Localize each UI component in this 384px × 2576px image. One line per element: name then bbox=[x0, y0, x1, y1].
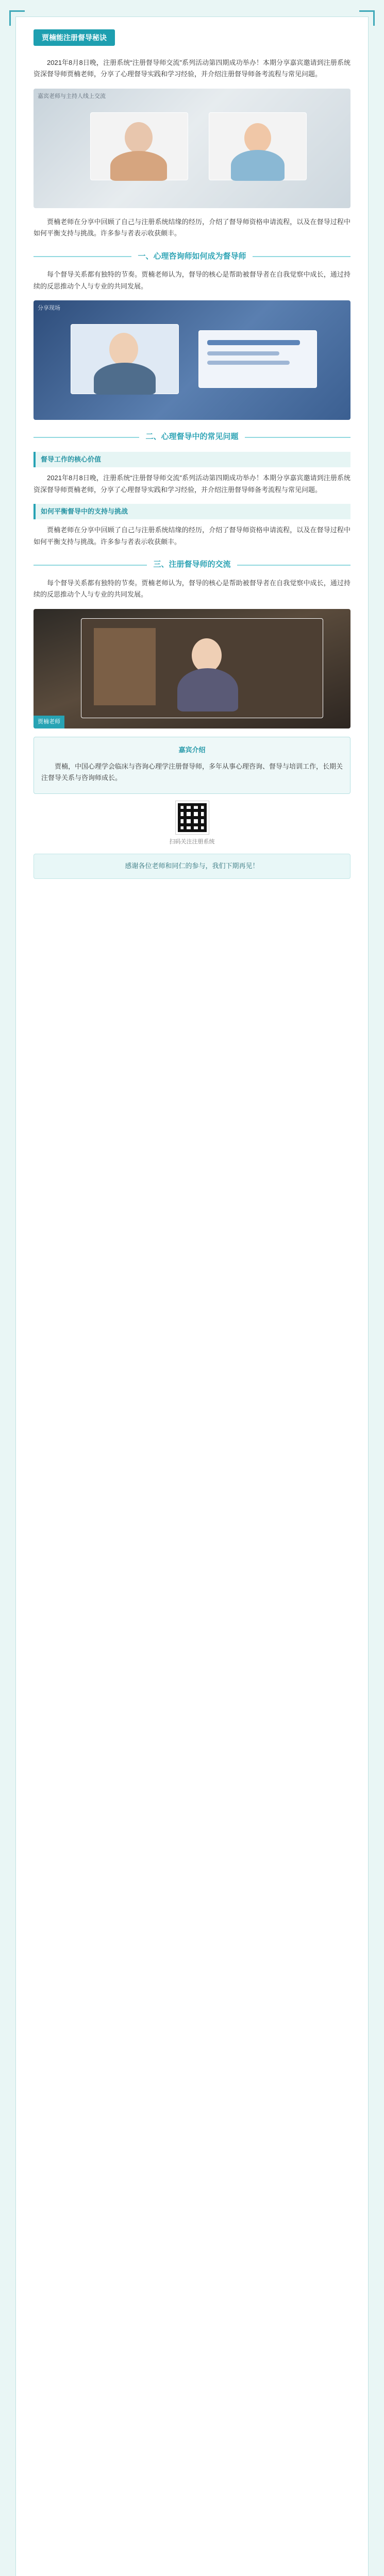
qr-caption: 扫码关注注册系统 bbox=[169, 838, 215, 845]
speaker-head-icon bbox=[109, 333, 138, 366]
section1-paragraph: 每个督导关系都有独特的节奏。贾楠老师认为，督导的核心是帮助被督导者在自我觉察中成长，通过持续的反思推动个人与专业的共同发展。 bbox=[34, 270, 350, 290]
subsection-tag-1: 督导工作的核心价值 bbox=[34, 452, 350, 467]
intro-paragraph-2: 贾楠老师在分享中回顾了自己与注册系统结缘的经历，介绍了督导师资格申请流程，以及在督导过程中如何平衡支持与挑战。许多参与者表示收获颇丰。 bbox=[34, 217, 350, 238]
presentation-slide bbox=[198, 330, 317, 388]
header-ribbon: 贾楠能注册督导秘诀 bbox=[34, 29, 115, 46]
closing-box bbox=[34, 854, 350, 878]
event-photo-2 bbox=[34, 300, 350, 420]
subsection-tag-2: 如何平衡督导中的支持与挑战 bbox=[34, 504, 350, 519]
speaker-body-icon bbox=[177, 668, 238, 711]
section2-paragraph-2: 贾楠老师在分享中回顾了自己与注册系统结缘的经历，介绍了督导师资格申请流程，以及在督导过程中如何平衡支持与挑战。许多参与者表示收获颇丰。 bbox=[34, 526, 350, 546]
section-title-1: 一、心理咨询师如何成为督导师 bbox=[131, 250, 252, 263]
qr-code-icon[interactable] bbox=[176, 801, 209, 834]
speaker-thumbnail-1 bbox=[90, 112, 188, 180]
intro-paragraph-1: 2021年8月8日晚，注册系统“注册督导师交流”系列活动第四期成功举办！本期分享嘉宾邀请到注册系统资深督导师贾楠老师，分享了心理督导实践和学习经验，并介绍注册督导师备考流程与常见问题。 bbox=[34, 59, 350, 78]
speaker-head-icon bbox=[244, 123, 271, 153]
speaker-body-icon bbox=[110, 151, 167, 181]
speaker-thumbnail-3 bbox=[71, 324, 179, 394]
photo-label-2: 分享现场 bbox=[38, 305, 60, 312]
bio-title: 嘉宾介绍 bbox=[178, 745, 206, 754]
photo-caption-3: 贾楠老师 bbox=[34, 716, 64, 728]
event-photo-1 bbox=[34, 89, 350, 208]
bio-box bbox=[34, 737, 350, 794]
article-card bbox=[15, 16, 369, 2576]
slide-bar-icon bbox=[207, 351, 279, 355]
speaker-body-icon bbox=[231, 150, 285, 181]
section2-paragraph-1: 2021年8月8日晚，注册系统“注册督导师交流”系列活动第四期成功举办！本期分享嘉宾邀请到注册系统资深督导师贾楠老师，分享了心理督导实践和学习经验，并介绍注册督导师备考流程与常见问题。 bbox=[34, 474, 350, 494]
speaker-body-icon bbox=[94, 363, 156, 395]
section-heading-3 bbox=[34, 558, 350, 571]
section3-paragraph: 每个督导关系都有独特的节奏。贾楠老师认为，督导的核心是帮助被督导者在自我觉察中成长，通过持续的反思推动个人与专业的共同发展。 bbox=[34, 579, 350, 599]
speaker-thumbnail-2 bbox=[209, 112, 307, 180]
section-title-2: 二、心理督导中的常见问题 bbox=[139, 430, 244, 444]
bio-text: 贾楠，中国心理学会临床与咨询心理学注册督导师，多年从事心理咨询、督导与培训工作，长期关注督导关系与咨询师成长。 bbox=[41, 762, 343, 782]
speaker-head-icon bbox=[192, 638, 222, 672]
slide-bar-icon bbox=[207, 340, 300, 345]
section-heading-1 bbox=[34, 250, 350, 263]
bookshelf-icon bbox=[94, 628, 156, 705]
speaker-head-icon bbox=[125, 122, 153, 153]
slide-bar-icon bbox=[207, 361, 290, 365]
photo-label-1: 嘉宾老师与主持人线上交流 bbox=[38, 93, 106, 99]
event-photo-3 bbox=[34, 609, 350, 728]
closing-text: 感谢各位老师和同仁的参与，我们下期再见！ bbox=[125, 862, 259, 870]
qr-block bbox=[34, 801, 350, 847]
section-title-3: 三、注册督导师的交流 bbox=[147, 558, 237, 571]
speaker-video-frame bbox=[81, 618, 323, 718]
section-heading-2 bbox=[34, 430, 350, 444]
